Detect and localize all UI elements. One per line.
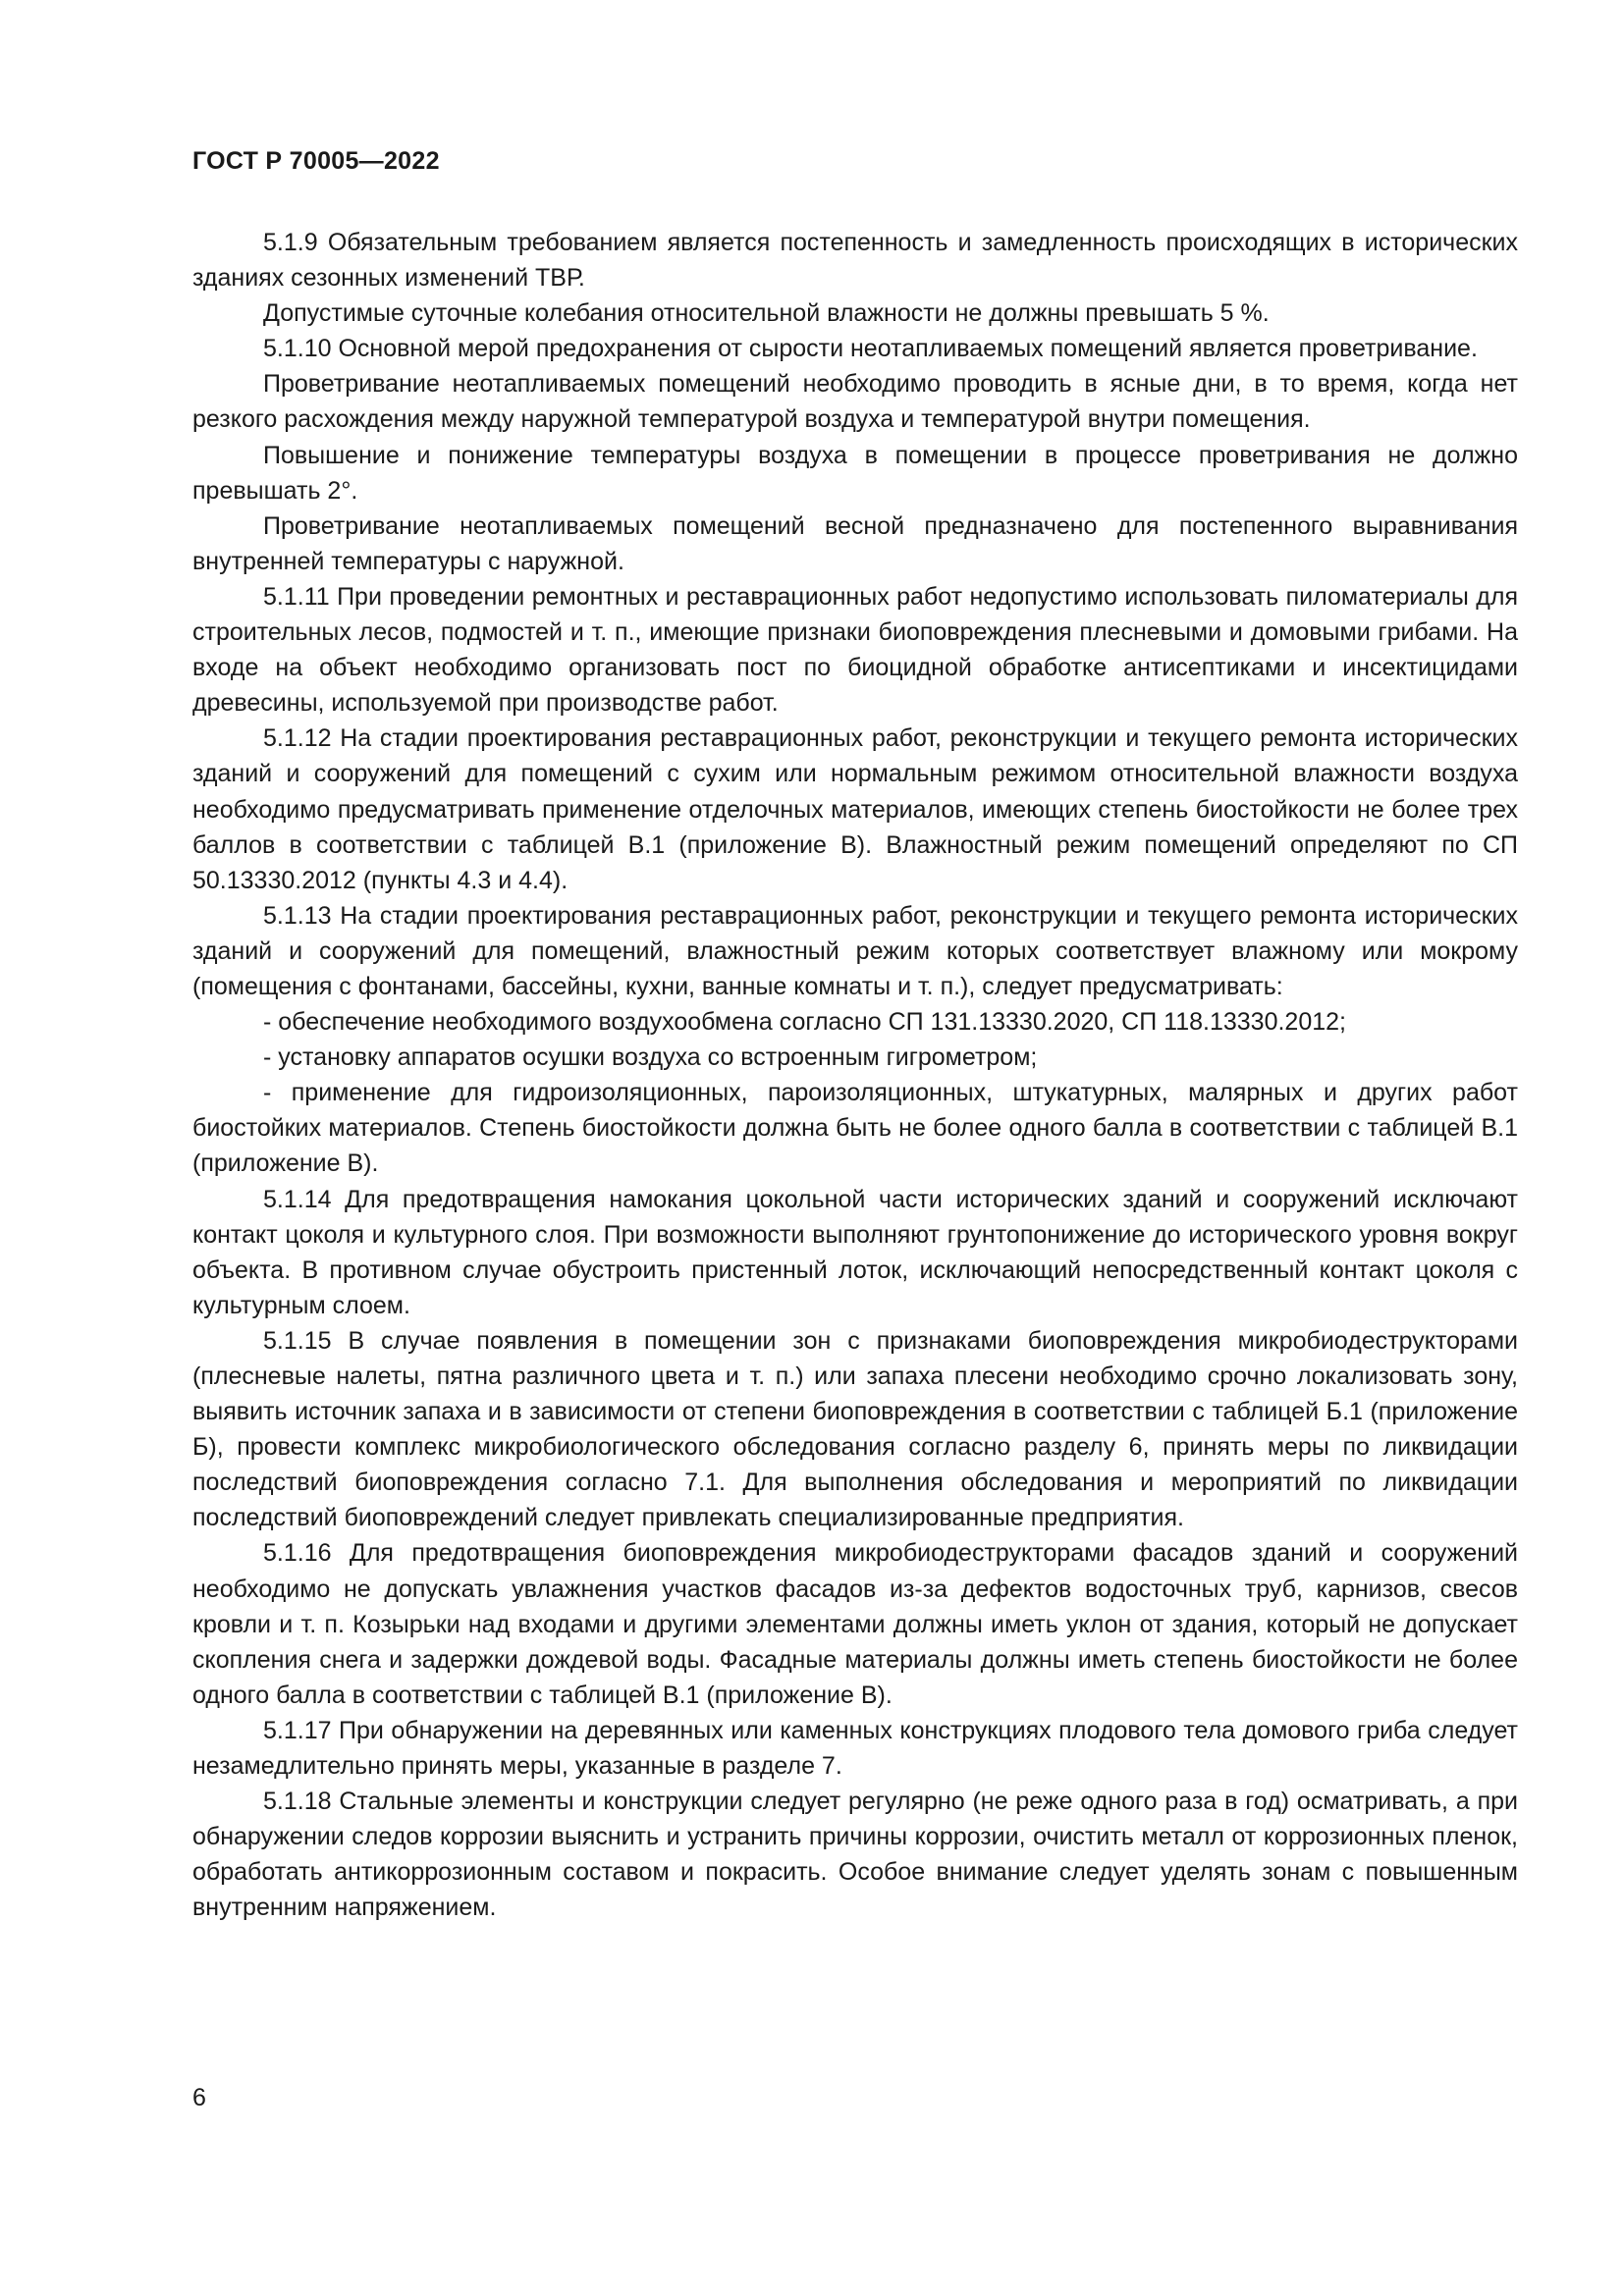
paragraph-5-1-13: 5.1.13 На стадии проектирования реставрационных работ, реконструкции и текущего ремонта исторических зданий и сооружений для помещений, влажностный режим которых соответствует влажному или мокрому (помещения с фонтанами, бассейны, кухни, ванные комнаты и т. п.), следует предусматривать: — [192, 901, 1518, 1000]
paragraph-5-1-12: 5.1.12 На стадии проектирования реставрационных работ, реконструкции и текущего ремонта исторических зданий и сооружений для помещений с сухим или нормальным режимом относительной влажности воздуха необходимо предусматривать применение отделочных материалов, имеющих степень биостойкости не более трех баллов в соответствии с таблицей В.1 (приложение В). Влажностный режим помещений определяют по СП 50.13330.2012 (пункты 4.3 и 4.4). — [192, 724, 1518, 894]
paragraph-5-1-16: 5.1.16 Для предотвращения биоповреждения микробиодеструкторами фасадов зданий и сооружений необходимо не допускать увлажнения участков фасадов из-за дефектов водосточных труб, карнизов, свесов кровли и т. п. Козырьки над входами и другими элементами должны иметь уклон от здания, который не допускает скопления снега и задержки дождевой воды. Фасадные материалы должны иметь степень биостойкости не более одного балла в соответствии с таблицей В.1 (приложение В). — [192, 1539, 1518, 1709]
paragraph-ventilation-days: Проветривание неотапливаемых помещений необходимо проводить в ясные дни, в то время, когда нет резкого расхождения между наружной температурой воздуха и температурой внутри помещения. — [192, 370, 1518, 434]
list-item-air-exchange: - обеспечение необходимого воздухообмена согласно СП 131.13330.2020, СП 118.13330.2012; — [263, 1008, 1346, 1037]
document-header: ГОСТ Р 70005—2022 — [192, 147, 440, 175]
list-item-dehumidifiers: - установку аппаратов осушки воздуха со встроенным гигрометром; — [263, 1043, 1038, 1072]
paragraph-5-1-14: 5.1.14 Для предотвращения намокания цокольной части исторических зданий и сооружений исключают контакт цоколя и культурного слоя. При возможности выполняют грунтопонижение до исторического уровня вокруг объекта. В противном случае обустроить пристенный лоток, исключающий непосредственный контакт цоколя с культурным слоем. — [192, 1185, 1518, 1319]
paragraph-5-1-15: 5.1.15 В случае появления в помещении зон с признаками биоповреждения микробиодеструкторами (плесневые налеты, пятна различного цвета и т. п.) или запаха плесени необходимо срочно локализовать зону, выявить источник запаха и в зависимости от степени биоповреждения в соответствии с таблицей Б.1 (приложение Б), провести комплекс микробиологического обследования согласно разделу 6, принять меры по ликвидации последствий биоповреждения согласно 7.1. Для выполнения обследования и мероприятий по ликвидации последствий биоповреждений следует привлекать специализированные предприятия. — [192, 1326, 1518, 1532]
paragraph-5-1-17: 5.1.17 При обнаружении на деревянных или каменных конструкциях плодового тела домового гриба следует незамедлительно принять меры, указанные в разделе 7. — [192, 1716, 1518, 1781]
paragraph-spring-ventilation: Проветривание неотапливаемых помещений весной предназначено для постепенного выравнивания внутренней температуры с наружной. — [192, 511, 1518, 575]
paragraph-temperature-change: Повышение и понижение температуры воздуха в помещении в процессе проветривания не должно превышать 2°. — [192, 441, 1518, 505]
paragraph-humidity-limit: Допустимые суточные колебания относительной влажности не должны превышать 5 %. — [263, 299, 1270, 328]
paragraph-5-1-11: 5.1.11 При проведении ремонтных и реставрационных работ недопустимо использовать пиломатериалы для строительных лесов, подмостей и т. п., имеющие признаки биоповреждения плесневыми и домовыми грибами. На входе на объект необходимо организовать пост по биоцидной обработке антисептиками и инсектицидами древесины, используемой при производстве работ. — [192, 582, 1518, 718]
document-body — [192, 225, 1518, 1926]
page-number: 6 — [192, 2084, 206, 2111]
paragraph-5-1-18: 5.1.18 Стальные элементы и конструкции следует регулярно (не реже одного раза в год) осматривать, а при обнаружении следов коррозии выяснить и устранить причины коррозии, очистить металл от коррозионных пленок, обработать антикоррозионным составом и покрасить. Особое внимание следует уделять зонам с повышенным внутренним напряжением. — [192, 1788, 1518, 1922]
paragraph-5-1-9: 5.1.9 Обязательным требованием является постепенность и замедленность происходящих в исторических зданиях сезонных изменений ТВР. — [192, 229, 1518, 293]
paragraph-5-1-10: 5.1.10 Основной мерой предохранения от сырости неотапливаемых помещений является проветривание. — [263, 335, 1478, 363]
list-item-biostable-materials: - применение для гидроизоляционных, пароизоляционных, штукатурных, малярных и других работ биостойких материалов. Степень биостойкости должна быть не более одного балла в соответствии с таблицей В.1 (приложение В). — [192, 1079, 1518, 1178]
